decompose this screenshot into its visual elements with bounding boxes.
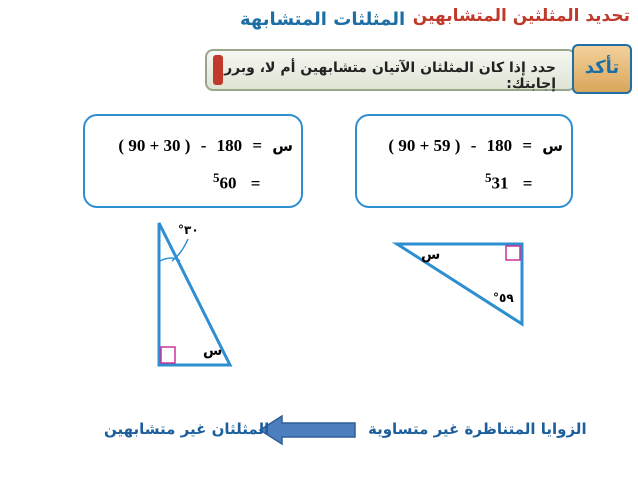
right-equals: =	[522, 136, 533, 155]
right-value: 180	[486, 136, 513, 155]
right-triangle-shape	[397, 244, 522, 324]
left-result-equals: =	[250, 173, 261, 193]
page-subtitle: المثلثات المتشابهة	[240, 9, 406, 30]
right-minus: -	[470, 136, 477, 155]
confirm-badge: تأكد	[572, 44, 632, 94]
right-expr: ( 90 + 59 )	[388, 136, 461, 155]
right-equation	[388, 136, 563, 156]
left-result	[213, 170, 260, 194]
right-result	[485, 170, 532, 194]
instruction-text: حدد إذا كان المثلثان الآتيان متشابهين أم لا، وبرر إجابتك:	[224, 60, 556, 92]
conclusion-arrow	[258, 414, 358, 446]
lesson-title: تحديد المثلثين المتشابهين	[412, 6, 630, 26]
right-angle-label: °٥٩	[493, 291, 514, 305]
premise-text: الزوايا المتناظرة غير متساوية	[368, 420, 587, 438]
left-minus: -	[200, 136, 207, 155]
left-value: 180	[216, 136, 243, 155]
left-triangle	[150, 215, 250, 375]
right-triangle	[390, 236, 530, 336]
left-angle-label: °٣٠	[178, 223, 199, 237]
result-text: المثلثان غير متشابهين	[104, 420, 270, 438]
right-right-angle-mark	[506, 246, 520, 260]
right-equation-box	[355, 114, 573, 208]
left-side-label: س	[203, 343, 223, 359]
left-result-value: 60	[219, 173, 237, 193]
left-right-angle-mark	[161, 347, 175, 363]
left-equation-box	[83, 114, 303, 208]
arrow-shape	[260, 416, 355, 444]
left-superscript: 5	[213, 170, 220, 185]
right-result-value: 31	[491, 173, 509, 193]
left-expr: ( 90 + 30 )	[118, 136, 191, 155]
left-equation	[118, 136, 293, 156]
left-var: س	[272, 137, 293, 155]
right-superscript: 5	[485, 170, 492, 185]
right-result-equals: =	[522, 173, 533, 193]
right-side-label: س	[421, 247, 441, 263]
right-var: س	[542, 137, 563, 155]
left-equals: =	[252, 136, 263, 155]
instruction-banner	[205, 49, 576, 91]
